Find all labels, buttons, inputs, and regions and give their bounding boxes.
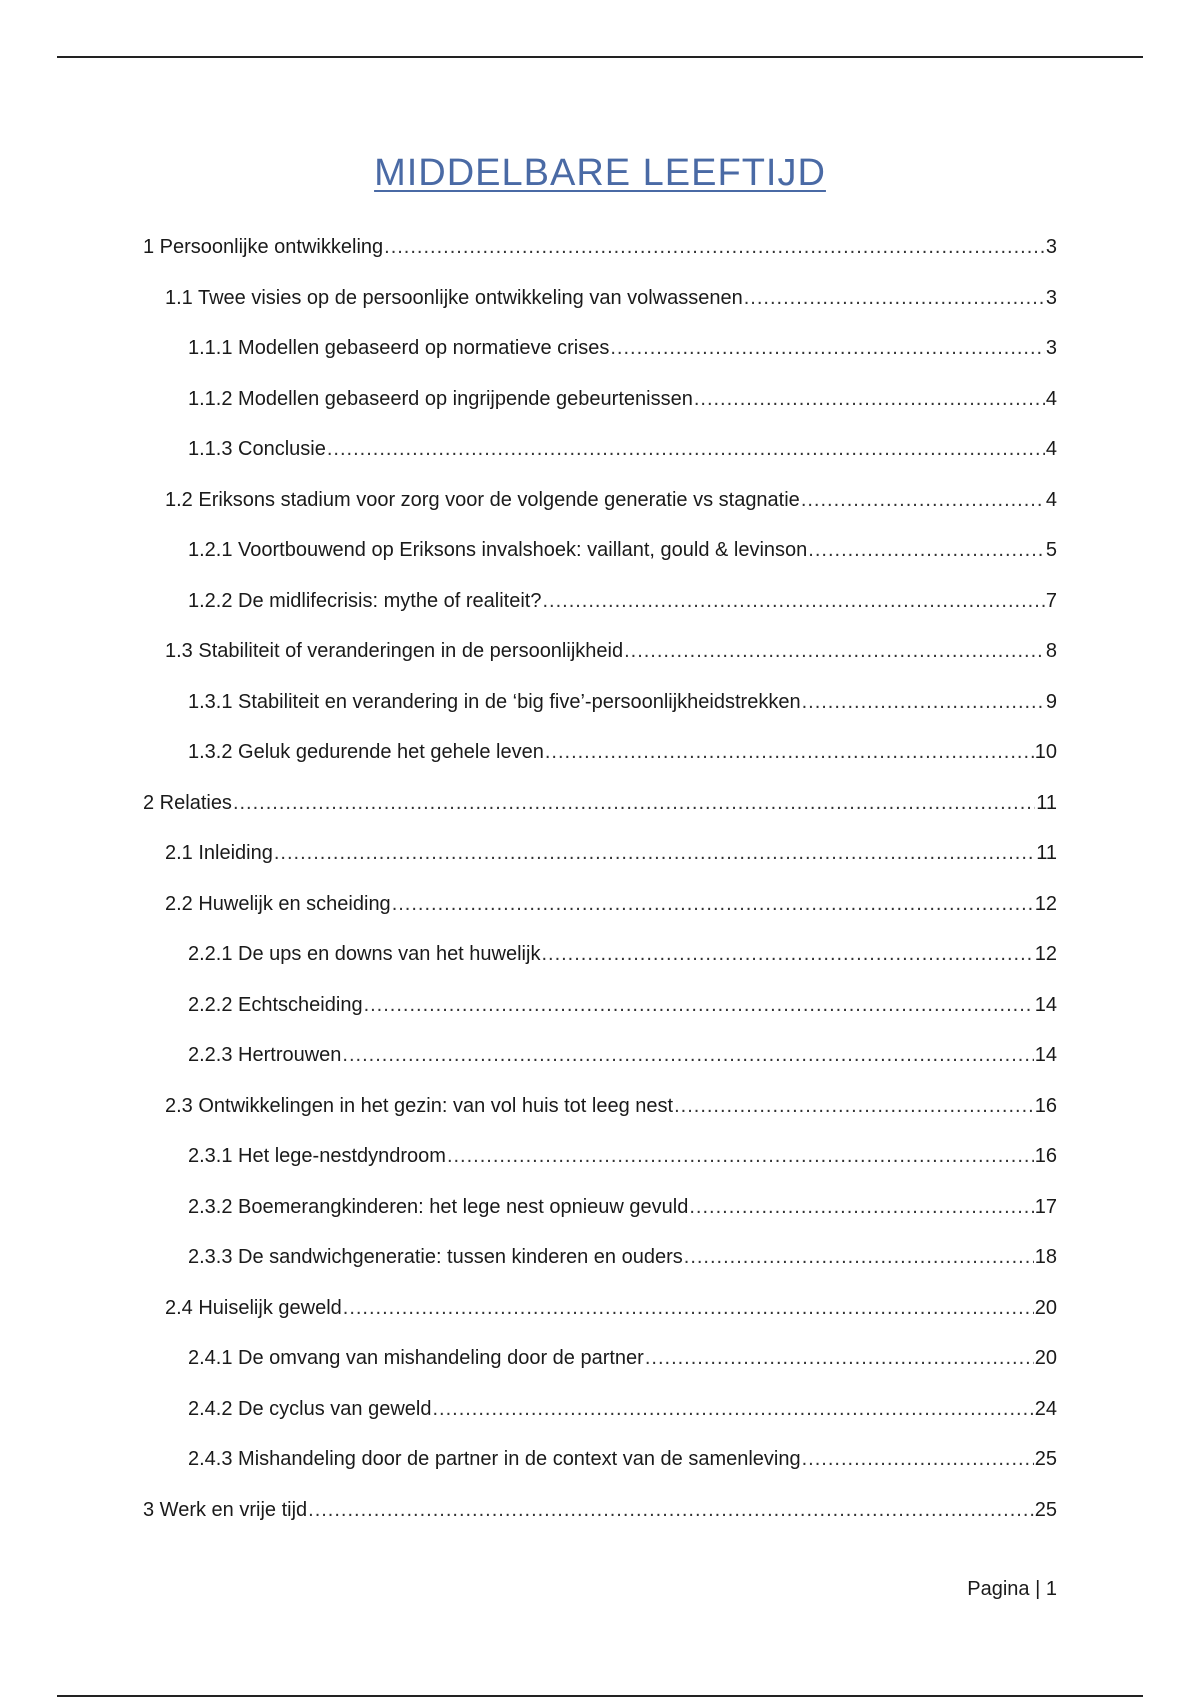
toc-entry[interactable] (143, 1495, 1057, 1525)
toc-entry[interactable] (188, 1242, 1057, 1272)
toc-entry-page: 12 (1034, 943, 1057, 965)
toc-dot-leader (327, 434, 1045, 464)
toc-entry[interactable] (188, 990, 1057, 1020)
toc-entry-page: 17 (1034, 1195, 1057, 1218)
toc-dot-leader (233, 788, 1035, 818)
toc-entry-label: 1.2.2 De midlifecrisis: mythe of realiteit? (188, 589, 542, 612)
toc-entry[interactable] (188, 1343, 1057, 1373)
toc-dot-leader (744, 283, 1045, 313)
toc-dot-leader (545, 737, 1034, 767)
toc-entry-page: 4 (1045, 488, 1057, 511)
toc-entry-label: 1.1 Twee visies op de persoonlijke ontwikkeling van volwassenen (165, 286, 743, 309)
toc-entry-label: 1.1.3 Conclusie (188, 438, 326, 460)
toc-entry[interactable] (165, 1091, 1057, 1121)
toc-entry[interactable] (143, 788, 1057, 818)
toc-entry[interactable] (188, 1040, 1057, 1070)
toc-entry-page: 24 (1034, 1397, 1057, 1420)
toc-dot-leader (274, 838, 1035, 868)
toc-entry-page: 20 (1034, 1296, 1057, 1319)
toc-dot-leader (808, 535, 1045, 565)
toc-entry-label: 2.4.3 Mishandeling door de partner in de context van de samenleving (188, 1448, 801, 1470)
toc-entry-label: 2.3.3 De sandwichgeneratie: tussen kinderen en ouders (188, 1246, 683, 1268)
toc-entry-page: 25 (1034, 1448, 1057, 1470)
toc-entry-label: 2.2.1 De ups en downs van het huwelijk (188, 943, 541, 965)
toc-entry-page: 16 (1034, 1094, 1057, 1117)
toc-dot-leader (801, 485, 1045, 515)
toc-entry-page: 18 (1034, 1246, 1057, 1268)
page-footer: Pagina | 1 (967, 1578, 1057, 1600)
toc-entry-page: 4 (1045, 438, 1057, 460)
toc-entry-label: 2.2 Huwelijk en scheiding (165, 892, 391, 915)
toc-entry[interactable] (188, 384, 1057, 414)
toc-entry-label: 2.4 Huiselijk geweld (165, 1296, 342, 1319)
toc-entry-label: 1.2 Eriksons stadium voor zorg voor de volgende generatie vs stagnatie (165, 488, 800, 511)
toc-entry-label: 2.2.2 Echtscheiding (188, 993, 363, 1016)
toc-entry[interactable] (188, 687, 1057, 717)
toc-dot-leader (447, 1141, 1034, 1171)
toc-entry-label: 2.1 Inleiding (165, 842, 273, 864)
toc-entry-label: 2.3.2 Boemerangkinderen: het lege nest opnieuw gevuld (188, 1195, 689, 1218)
toc-dot-leader (541, 939, 1033, 969)
toc-entry[interactable] (188, 1394, 1057, 1424)
toc-entry[interactable] (188, 586, 1057, 616)
toc-dot-leader (684, 1242, 1034, 1272)
toc-entry-label: 2.2.3 Hertrouwen (188, 1044, 342, 1066)
toc-entry[interactable] (165, 889, 1057, 919)
toc-dot-leader (392, 889, 1034, 919)
toc-entry[interactable] (188, 1141, 1057, 1171)
toc-entry-page: 11 (1036, 842, 1057, 864)
toc-entry-label: 2.4.2 De cyclus van geweld (188, 1397, 432, 1420)
toc-dot-leader (384, 232, 1045, 262)
toc-entry-label: 1 Persoonlijke ontwikkeling (143, 236, 384, 258)
toc-entry-label: 2 Relaties (143, 791, 232, 814)
toc-dot-leader (610, 333, 1045, 363)
toc-entry-page: 3 (1045, 286, 1057, 309)
toc-entry-label: 2.3 Ontwikkelingen in het gezin: van vol huis tot leeg nest (165, 1094, 674, 1117)
document-title: MIDDELBARE LEEFTIJD (374, 152, 826, 194)
toc-entry-page: 9 (1045, 690, 1057, 713)
toc-entry-page: 20 (1034, 1347, 1057, 1369)
toc-entry-label: 1.2.1 Voortbouwend op Eriksons invalshoek: vaillant, gould & levinson (188, 539, 808, 561)
toc-entry-page: 16 (1034, 1145, 1057, 1167)
toc-entry-page: 14 (1034, 993, 1057, 1016)
toc-dot-leader (342, 1040, 1033, 1070)
toc-entry[interactable] (188, 1444, 1057, 1474)
toc-entry-label: 1.3.2 Geluk gedurende het gehele leven (188, 741, 544, 763)
toc-dot-leader (432, 1394, 1033, 1424)
toc-dot-leader (624, 636, 1045, 666)
toc-entry-page: 3 (1045, 236, 1057, 258)
toc-entry-label: 1.1.2 Modellen gebaseerd op ingrijpende gebeurtenissen (188, 387, 693, 410)
toc-entry-page: 8 (1045, 640, 1057, 662)
toc-entry-label: 2.3.1 Het lege-nestdyndroom (188, 1145, 446, 1167)
toc-entry[interactable] (188, 939, 1057, 969)
toc-entry-page: 5 (1045, 539, 1057, 561)
toc-entry[interactable] (188, 1192, 1057, 1222)
toc-entry-page: 14 (1034, 1044, 1057, 1066)
toc-entry[interactable] (188, 434, 1057, 464)
toc-entry-label: 3 Werk en vrije tijd (143, 1498, 308, 1521)
toc-entry[interactable] (165, 283, 1057, 313)
toc-entry-page: 4 (1045, 387, 1057, 410)
toc-entry-label: 1.1.1 Modellen gebaseerd op normatieve crises (188, 337, 610, 359)
toc-dot-leader (645, 1343, 1034, 1373)
toc-entry[interactable] (165, 1293, 1057, 1323)
toc-entry[interactable] (143, 232, 1057, 262)
toc-entry[interactable] (188, 737, 1057, 767)
toc-entry[interactable] (188, 535, 1057, 565)
toc-entry[interactable] (165, 485, 1057, 515)
toc-dot-leader (343, 1293, 1034, 1323)
toc-entry-page: 7 (1045, 589, 1057, 612)
toc-dot-leader (308, 1495, 1034, 1525)
toc-dot-leader (674, 1091, 1034, 1121)
toc-entry[interactable] (165, 636, 1057, 666)
toc-entry[interactable] (165, 838, 1057, 868)
toc-entry-page: 3 (1045, 337, 1057, 359)
toc-entry-page: 12 (1034, 892, 1057, 915)
header-rule (57, 56, 1143, 58)
toc-entry-page: 11 (1036, 791, 1057, 814)
toc-entry-label: 2.4.1 De omvang van mishandeling door de partner (188, 1347, 644, 1369)
toc-entry-page: 25 (1034, 1498, 1057, 1521)
toc-entry-label: 1.3.1 Stabiliteit en verandering in de ‘big five’-persoonlijkheidstrekken (188, 690, 801, 713)
toc-dot-leader (689, 1192, 1033, 1222)
toc-dot-leader (542, 586, 1044, 616)
toc-entry[interactable] (188, 333, 1057, 363)
toc-dot-leader (802, 1444, 1034, 1474)
toc-dot-leader (694, 384, 1045, 414)
toc-dot-leader (802, 687, 1045, 717)
toc-entry-page: 10 (1034, 741, 1057, 763)
toc-dot-leader (364, 990, 1034, 1020)
footer-rule (57, 1695, 1143, 1697)
toc-entry-label: 1.3 Stabiliteit of veranderingen in de persoonlijkheid (165, 640, 624, 662)
